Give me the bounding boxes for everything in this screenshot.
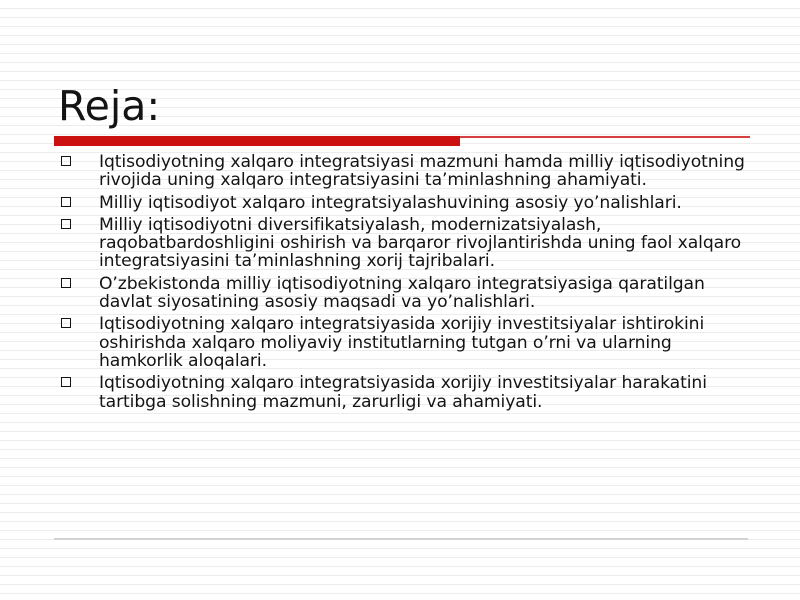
hollow-square-icon <box>61 156 71 166</box>
bullet-item <box>58 194 748 212</box>
hollow-square-icon <box>61 278 71 288</box>
bullet-list <box>58 153 748 415</box>
bullet-item <box>58 315 748 370</box>
hollow-square-icon <box>61 197 71 207</box>
hollow-square-icon <box>61 318 71 328</box>
bullet-item <box>58 374 748 411</box>
bullet-text: Milliy iqtisodiyot xalqaro integratsiyalashuvining asosiy yo’nalishlari. <box>99 192 682 213</box>
bullet-item <box>58 275 748 312</box>
slide-title: Reja: <box>58 82 161 130</box>
title-underline-thin <box>460 136 750 138</box>
bullet-item <box>58 153 748 190</box>
title-underline-thick <box>54 136 460 146</box>
hollow-square-icon <box>61 219 71 229</box>
bullet-text: Iqtisodiyotning xalqaro integratsiyasida xorijiy investitsiyalar ishtirokini oshirishda xalqaro moliyaviy institutlarning tutgan o’rni va ularning hamkorlik aloqalari. <box>99 314 705 371</box>
footer-divider <box>54 538 748 540</box>
bullet-text: Iqtisodiyotning xalqaro integratsiyasida xorijiy investitsiyalar harakatini tartibga solishning mazmuni, zarurligi va ahamiyati. <box>99 373 707 412</box>
hollow-square-icon <box>61 377 71 387</box>
bullet-text: Milliy iqtisodiyotni diversifikatsiyalash, modernizatsiyalash, raqobatbardoshligini oshirish va barqaror rivojlantirishda uning faol xalqaro integratsiyasini ta’minlashning xorij tajribalari. <box>99 214 742 272</box>
bullet-item <box>58 216 748 271</box>
bullet-text: O’zbekistonda milliy iqtisodiyotning xalqaro integratsiyasiga qaratilgan davlat siyosatining asosiy maqsadi va yo’nalishlari. <box>99 273 705 313</box>
bullet-text: Iqtisodiyotning xalqaro integratsiyasi mazmuni hamda milliy iqtisodiyotning rivojida uning xalqaro integratsiyasini ta’minlashning ahamiyati. <box>99 152 745 191</box>
